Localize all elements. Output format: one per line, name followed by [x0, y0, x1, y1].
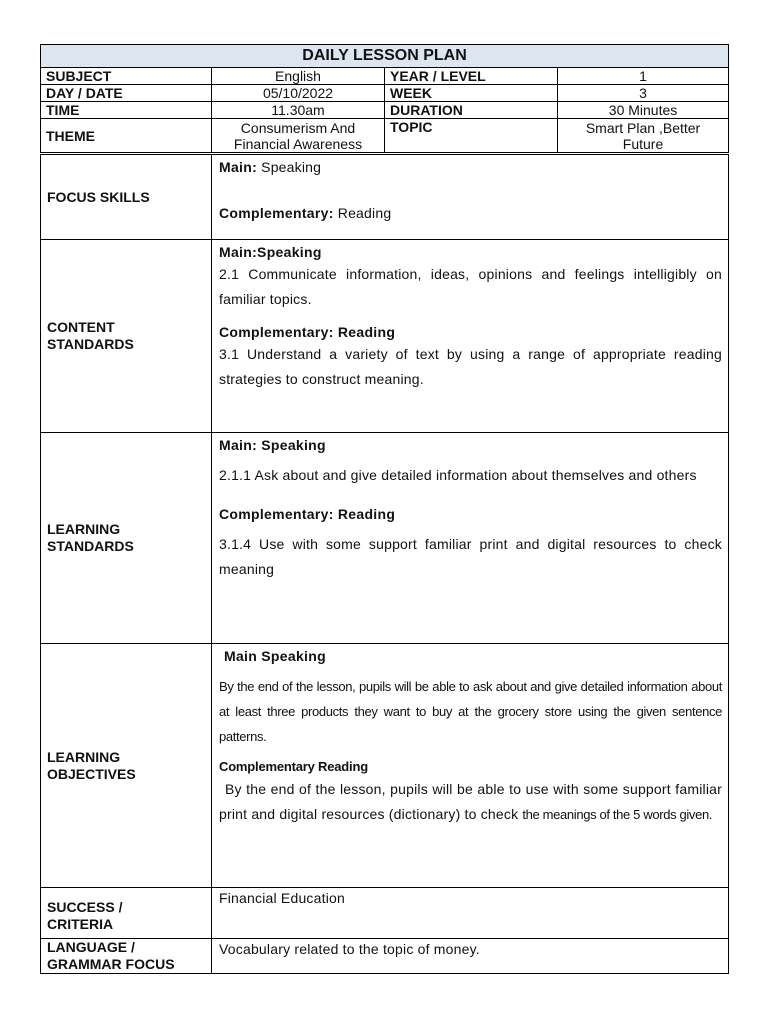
success-criteria-row	[41, 888, 729, 939]
success-criteria-label-line1: SUCCESS /	[47, 899, 123, 915]
ls-comp-heading: Complementary: Reading	[219, 506, 396, 522]
language-focus-label-line1: LANGUAGE /	[47, 939, 135, 955]
content-standards-label-line1: CONTENT	[47, 319, 115, 335]
content-comp-heading: Complementary: Reading	[219, 324, 396, 340]
success-criteria-label	[41, 888, 212, 939]
focus-skills-row	[41, 155, 729, 240]
lo-comp-heading: Complementary Reading	[219, 759, 368, 774]
learning-objectives-label-line2: OBJECTIVES	[47, 765, 136, 782]
learning-objectives-label	[41, 644, 212, 888]
year-label: YEAR / LEVEL	[385, 68, 558, 85]
language-focus-label	[41, 939, 212, 974]
duration-value: 30 Minutes	[558, 102, 729, 119]
lo-comp-text	[219, 777, 722, 827]
focus-comp-label: Complementary:	[219, 205, 334, 221]
day-label: DAY / DATE	[41, 85, 212, 102]
lo-main-heading: Main Speaking	[224, 648, 326, 664]
topic-value	[558, 119, 729, 153]
learning-standards-content	[212, 433, 729, 644]
header-table	[40, 44, 729, 153]
topic-label: TOPIC	[385, 119, 558, 153]
content-standards-content	[212, 240, 729, 433]
focus-main-label: Main:	[219, 159, 258, 175]
theme-value-line1: Consumerism And	[240, 119, 356, 136]
day-value: 05/10/2022	[212, 85, 385, 102]
content-standards-row	[41, 240, 729, 433]
focus-comp-value: Reading	[337, 205, 392, 221]
ls-main-heading: Main: Speaking	[219, 437, 326, 453]
learning-objectives-label-line1: LEARNING	[47, 748, 121, 765]
topic-value-line2: Future	[622, 135, 664, 152]
topic-value-line1: Smart Plan ,Better	[585, 119, 701, 136]
time-value: 11.30am	[212, 102, 385, 119]
content-comp-text: 3.1 Understand a variety of text by using a range of appropriate reading strategies to construct meaning.	[219, 346, 722, 387]
learning-objectives-row	[41, 644, 729, 888]
learning-standards-label	[41, 433, 212, 644]
language-focus-row	[41, 939, 729, 974]
learning-objectives-content	[212, 644, 729, 888]
language-focus-label-line2: GRAMMAR FOCUS	[47, 956, 175, 972]
lo-comp-text-a: By the end of the lesson, pupils will be able to use with some support familiar print and digital resources (dictionary) to check	[219, 781, 722, 822]
week-value: 3	[558, 85, 729, 102]
ls-main-text: 2.1.1 Ask about and give detailed information about themselves and others	[219, 467, 697, 483]
focus-skills-content	[212, 155, 729, 240]
week-label: WEEK	[385, 85, 558, 102]
details-table	[40, 154, 729, 974]
document-title: DAILY LESSON PLAN	[41, 45, 729, 68]
focus-main-value: Speaking	[261, 159, 322, 175]
success-criteria-label-line2: CRITERIA	[47, 916, 114, 932]
learning-standards-label-line1: LEARNING	[47, 521, 121, 537]
ls-comp-text: 3.1.4 Use with some support familiar print and digital resources to check meaning	[219, 536, 722, 577]
content-standards-label-line2: STANDARDS	[47, 336, 134, 352]
theme-value-line2: Financial Awareness	[233, 135, 363, 152]
lo-main-text: By the end of the lesson, pupils will be able to ask about and give detailed information about at least three products they want to buy at the grocery store using the given sentence patterns.	[219, 679, 722, 744]
subject-label: SUBJECT	[41, 68, 212, 85]
time-label: TIME	[41, 102, 212, 119]
focus-skills-label: FOCUS SKILLS	[41, 155, 212, 240]
theme-label: THEME	[41, 119, 212, 153]
lo-comp-text-b: the meanings of the 5 words given.	[522, 807, 713, 822]
content-main-heading: Main:Speaking	[219, 244, 322, 260]
content-main-text: 2.1 Communicate information, ideas, opinions and feelings intelligibly on familiar topics.	[219, 266, 722, 307]
theme-value	[212, 119, 385, 153]
subject-value: English	[212, 68, 385, 85]
year-value: 1	[558, 68, 729, 85]
content-standards-label	[41, 240, 212, 433]
success-criteria-value: Financial Education	[212, 888, 729, 939]
learning-standards-row	[41, 433, 729, 644]
duration-label: DURATION	[385, 102, 558, 119]
learning-standards-label-line2: STANDARDS	[47, 538, 134, 554]
language-focus-value: Vocabulary related to the topic of money.	[212, 939, 729, 974]
